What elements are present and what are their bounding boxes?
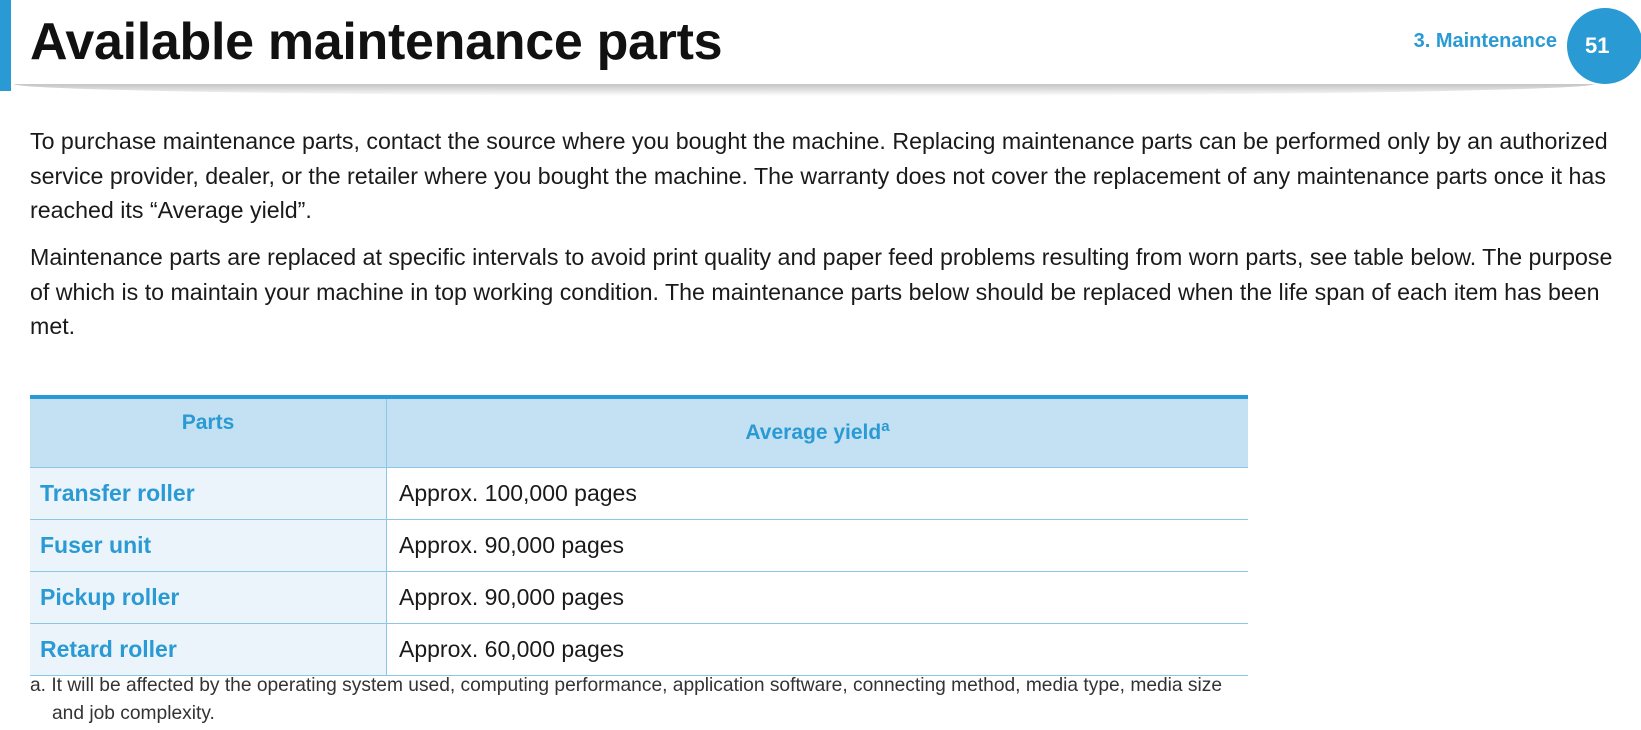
part-name-cell: Retard roller [30,624,387,676]
part-name-cell: Transfer roller [30,468,387,520]
table-row [30,468,1248,520]
page-title: Available maintenance parts [30,13,723,71]
table-row [30,520,1248,572]
page-number-badge: 51 [1567,8,1641,84]
part-yield-cell: Approx. 100,000 pages [387,468,1249,520]
page-header [0,0,1641,92]
maintenance-parts-table [30,395,1248,676]
average-yield-header-label: Average yield [745,421,882,444]
intro-paragraph: To purchase maintenance parts, contact the source where you bought the machine. Replacing maintenance parts can be performed only by an authorized service provider, dealer, or the retailer where you bought the machine. The warranty does not cover the replacement of any maintenance parts once it has reached its “Average yield”. [30,128,1608,223]
table-footnote: a. It will be affected by the operating system used, computing performance, application software, connecting method, media type, media size and job complexity. [30,675,1223,724]
table-header-row [30,397,1248,468]
parts-column-header: Parts [30,397,387,468]
part-name-cell: Fuser unit [30,520,387,572]
section-label: 3. Maintenance [1413,30,1557,52]
average-yield-column-header [387,397,1249,468]
footnote-marker: a [881,418,890,435]
table-row [30,624,1248,676]
part-yield-cell: Approx. 90,000 pages [387,572,1249,624]
table-row [30,572,1248,624]
header-divider [14,84,1594,96]
part-yield-cell: Approx. 60,000 pages [387,624,1249,676]
part-yield-cell: Approx. 90,000 pages [387,520,1249,572]
header-accent-bar [0,0,11,91]
part-name-cell: Pickup roller [30,572,387,624]
replacement-paragraph: Maintenance parts are replaced at specific intervals to avoid print quality and paper feed problems resulting from worn parts, see table below. The purpose of which is to maintain your machine in top working condition. The maintenance parts below should be replaced when the life span of each item has been met. [30,244,1613,339]
